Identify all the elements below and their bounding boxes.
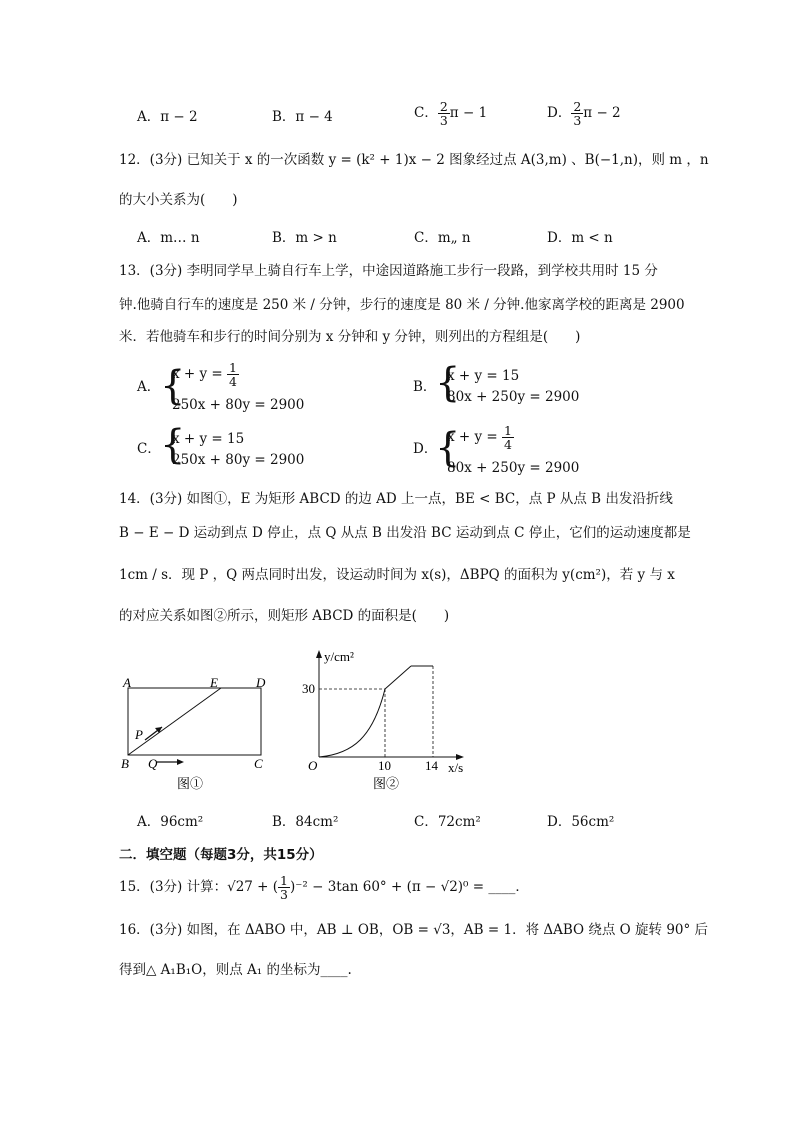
- q14-line-2: B − E − D 运动到点 D 停止，点 Q 从点 B 出发沿 BC 运动到点 C 停止，它们的运动速度都是: [119, 525, 691, 541]
- q11-option-c-fraction: [438, 100, 450, 127]
- figure-1-rectangle: [115, 665, 285, 795]
- q15-plus: + (: [252, 879, 279, 895]
- q13-b-eq1: x + y = 15: [447, 368, 520, 384]
- segment-be: [128, 688, 221, 755]
- q13-b-brace: {: [435, 360, 461, 406]
- q13-a-brace: {: [160, 363, 186, 409]
- q13-d-num: 1: [504, 423, 512, 438]
- q13-d-fraction: [502, 424, 514, 451]
- curve-segment: [319, 689, 385, 757]
- origin-label: O: [308, 758, 318, 773]
- q15-den: 3: [280, 887, 288, 902]
- q13-c-eq1: x + y = 15: [172, 431, 245, 447]
- q13-option-a-label: A．: [137, 379, 161, 395]
- q11-d-den: 3: [573, 113, 582, 128]
- q15-fraction: [278, 874, 290, 901]
- q12-option-b: B．m > n: [272, 230, 337, 246]
- q15-num: 1: [280, 873, 288, 888]
- figure-2-caption: 图②: [373, 776, 400, 791]
- rect-abcd: [128, 688, 261, 755]
- q12-option-c: C．m„ n: [414, 230, 471, 246]
- line-segment: [385, 666, 411, 689]
- q14-line-4: 的对应关系如图②所示，则矩形 ABCD 的面积是( ): [119, 608, 450, 624]
- q13-d-brace: {: [435, 425, 461, 471]
- label-q: Q: [148, 756, 158, 771]
- q13-option-c-label: C．: [137, 441, 161, 457]
- q13-d-eq2: 80x + 250y = 2900: [447, 460, 580, 476]
- q13-d-eq1: [447, 424, 514, 451]
- q11-option-a: A．π − 2: [137, 109, 198, 125]
- figure-1-caption: 图①: [177, 776, 204, 791]
- q13-d-eq1-text: x + y =: [447, 429, 498, 445]
- q12-option-a: A．m… n: [137, 230, 200, 246]
- q13-a-eq2: 250x + 80y = 2900: [172, 397, 305, 413]
- q11-c-den: 3: [439, 113, 448, 128]
- label-d: D: [256, 675, 266, 690]
- q11-option-c-tail: π − 1: [449, 105, 488, 121]
- q13-line-2: 钟.他骑自行车的速度是 250 米 / 分钟，步行的速度是 80 米 / 分钟.他家离学校的距离是 2900: [119, 297, 685, 313]
- x-axis-label: x/s: [448, 760, 464, 775]
- q13-line-1: 13．(3分) 李明同学早上骑自行车上学，中途因道路施工步行一段路，到学校共用时 15 分: [119, 263, 658, 279]
- tick-y30: 30: [302, 681, 315, 696]
- q15-sqrt27: √27: [227, 879, 253, 895]
- y-axis-label: y/cm²: [324, 649, 354, 664]
- q13-a-den: 4: [229, 374, 237, 389]
- label-c: C: [254, 756, 263, 771]
- q14-option-a: A．96cm²: [137, 814, 204, 830]
- q11-d-num: 2: [573, 99, 582, 114]
- q11-option-d-tail: π − 2: [583, 105, 621, 121]
- q15-prefix: 15．(3分) 计算：: [119, 879, 228, 895]
- y-axis-arrow: [316, 650, 322, 658]
- figure-2-graph: [298, 642, 478, 797]
- q13-option-b-label: B．: [413, 379, 437, 395]
- section-2-heading: 二．填空题（每题3分，共15分）: [119, 847, 323, 863]
- label-b: B: [121, 756, 129, 771]
- arrow-q-head: [177, 759, 184, 765]
- q13-a-eq1: [172, 361, 239, 388]
- q16-line-2: 得到△ A₁B₁O，则点 A₁ 的坐标为____.: [119, 962, 352, 978]
- q13-line-3: 米．若他骑车和步行的时间分别为 x 分钟和 y 分钟，则列出的方程组是( ): [119, 329, 581, 345]
- q11-c-num: 2: [439, 99, 448, 114]
- label-p: P: [135, 727, 143, 742]
- q13-option-d-label: D．: [413, 441, 438, 457]
- q11-option-d: [547, 100, 621, 127]
- q15-line: [119, 874, 529, 901]
- q13-c-brace: {: [160, 422, 186, 468]
- tick-x14: 14: [425, 758, 438, 773]
- q14-option-d: D．56cm²: [547, 814, 615, 830]
- q14-line-1: 14．(3分) 如图①，E 为矩形 ABCD 的边 AD 上一点，BE < BC，点 P 从点 B 出发沿折线: [119, 491, 673, 507]
- q11-option-c-label: C．: [414, 105, 438, 121]
- q15-rest: )⁻² − 3tan 60° + (π − √2)⁰ = ____．: [290, 879, 529, 895]
- q14-option-c: C．72cm²: [414, 814, 481, 830]
- q13-c-eq2: 250x + 80y = 2900: [172, 452, 305, 468]
- q13-a-fraction: [227, 361, 239, 388]
- q12-option-d: D．m < n: [547, 230, 613, 246]
- q11-option-b: B．π − 4: [272, 109, 333, 125]
- q13-b-eq2: 80x + 250y = 2900: [447, 389, 580, 405]
- q14-line-3: 1cm / s．现 P ，Q 两点同时出发，设运动时间为 x(s)，ΔBPQ 的面积为 y(cm²)，若 y 与 x: [119, 567, 675, 583]
- tick-x10: 10: [378, 758, 391, 773]
- q13-a-eq1-text: x + y =: [172, 366, 223, 382]
- q16-line-1: 16．(3分) 如图，在 ΔABO 中，AB ⊥ OB，OB = √3，AB = 1．将 ΔABO 绕点 O 旋转 90° 后: [119, 922, 709, 938]
- label-a: A: [123, 675, 131, 690]
- q12-line-2: 的大小关系为( ): [119, 192, 238, 208]
- q12-line-1: 12．(3分) 已知关于 x 的一次函数 y = (k² + 1)x − 2 图象经过点 A(3,m) 、B(−1,n)，则 m ，n: [119, 152, 709, 168]
- q11-option-c: [414, 100, 487, 127]
- q13-d-den: 4: [504, 437, 512, 452]
- q14-option-b: B．84cm²: [272, 814, 339, 830]
- label-e: E: [210, 675, 218, 690]
- q13-a-num: 1: [229, 360, 237, 375]
- q11-option-d-fraction: [571, 100, 583, 127]
- q11-option-d-label: D．: [547, 105, 572, 121]
